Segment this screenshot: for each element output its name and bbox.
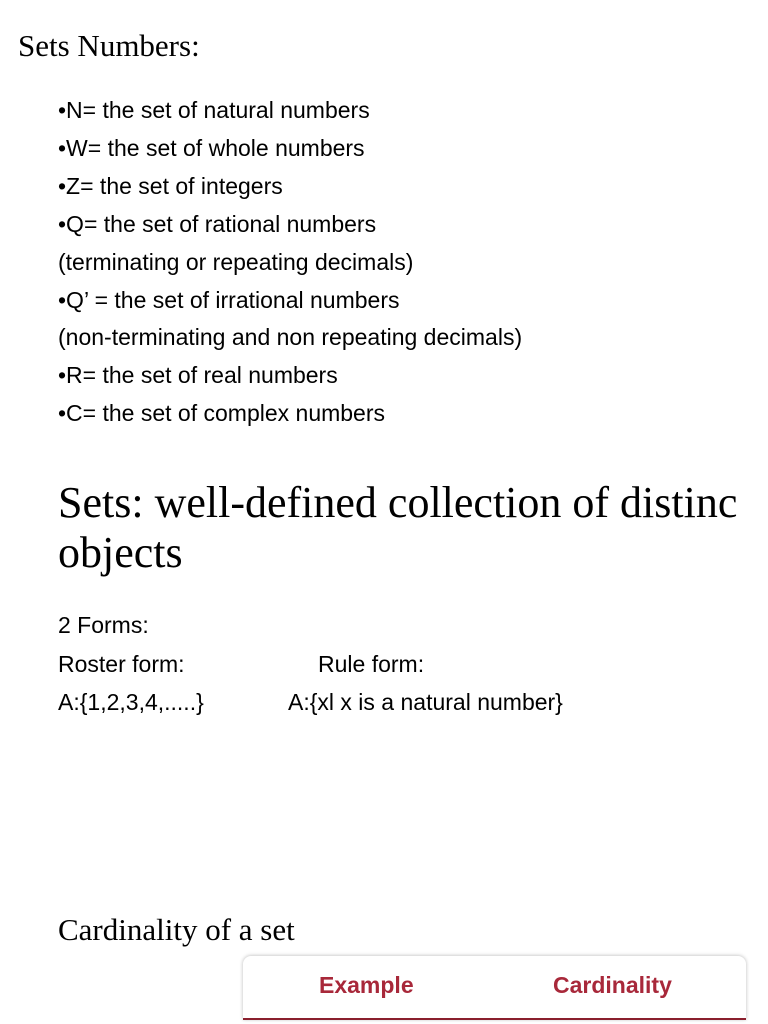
list-item: •R= the set of real numbers [58,362,338,389]
list-item: •Q= the set of rational numbers [58,210,377,237]
number-sets-list [58,92,522,433]
list-item: •Q’ = the set of irrational numbers [58,286,400,313]
table-header-cardinality: Cardinality [553,972,672,998]
cardinality-heading: Cardinality of a set [58,912,295,947]
list-item: •C= the set of complex numbers [58,400,386,427]
list-item: •W= the set of whole numbers [58,134,365,161]
table-header-example: Example [319,972,414,998]
rule-form-example: A:{xl x is a natural number} [288,689,563,715]
roster-form-example: A:{1,2,3,4,.....} [58,689,204,715]
list-item: (terminating or repeating decimals) [58,248,414,275]
roster-form-label: Roster form: [58,651,185,677]
forms-heading: 2 Forms: [58,612,149,638]
cardinality-table-header [243,956,746,1020]
list-item: (non-terminating and non repeating decimals) [58,324,523,351]
list-item: •Z= the set of integers [58,172,283,199]
list-item: •N= the set of natural numbers [58,97,370,123]
sets-definition-heading: Sets: well-defined collection of distinc objects [58,478,738,577]
page-title: Sets Numbers: [18,28,200,63]
rule-form-label: Rule form: [318,651,425,677]
